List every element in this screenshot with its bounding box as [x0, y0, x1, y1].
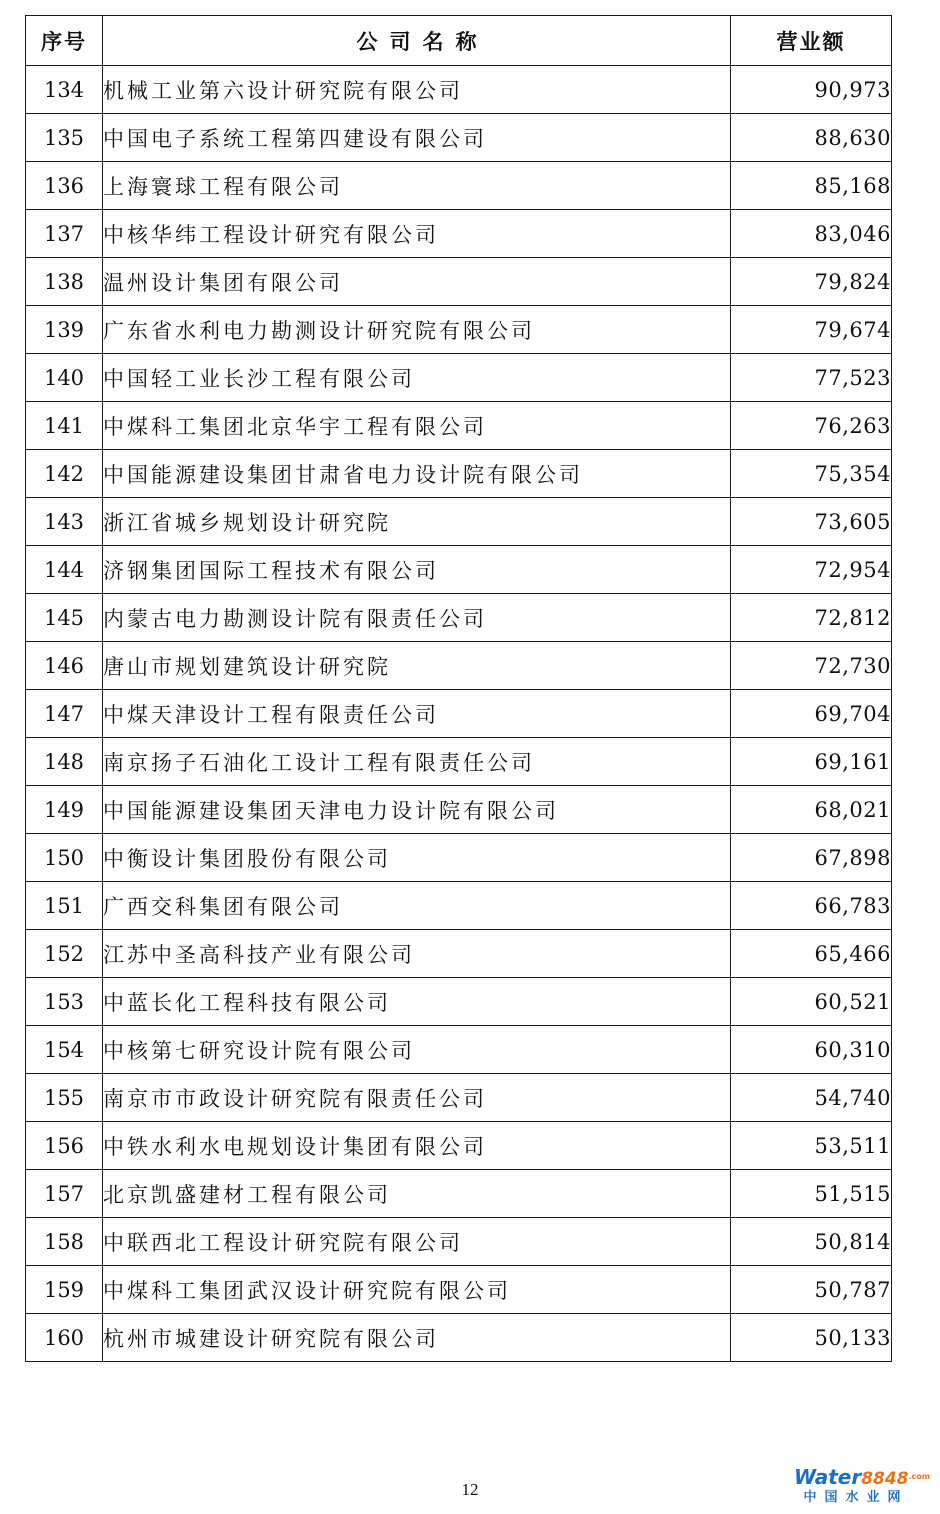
cell-rank: 158 [26, 1218, 103, 1266]
table-row [26, 978, 892, 1026]
cell-rank: 137 [26, 210, 103, 258]
cell-revenue: 83,046 [731, 210, 892, 258]
cell-company-name: 南京市市政设计研究院有限责任公司 [103, 1074, 731, 1122]
cell-rank: 151 [26, 882, 103, 930]
table-row [26, 306, 892, 354]
watermark-brand-suffix: .com [908, 1472, 931, 1481]
table-row [26, 66, 892, 114]
cell-rank: 155 [26, 1074, 103, 1122]
table-row [26, 1074, 892, 1122]
table-body [26, 66, 892, 1362]
cell-rank: 138 [26, 258, 103, 306]
cell-company-name: 中煤科工集团武汉设计研究院有限公司 [103, 1266, 731, 1314]
watermark-brand-number: 8848 [861, 1469, 909, 1489]
cell-revenue: 69,161 [731, 738, 892, 786]
table-row [26, 786, 892, 834]
table-row [26, 834, 892, 882]
cell-rank: 160 [26, 1314, 103, 1362]
cell-company-name: 温州设计集团有限公司 [103, 258, 731, 306]
cell-company-name: 中衡设计集团股份有限公司 [103, 834, 731, 882]
cell-rank: 146 [26, 642, 103, 690]
cell-rank: 134 [26, 66, 103, 114]
cell-revenue: 68,021 [731, 786, 892, 834]
cell-revenue: 77,523 [731, 354, 892, 402]
cell-revenue: 53,511 [731, 1122, 892, 1170]
watermark-brand-word: Water [794, 1465, 862, 1489]
cell-rank: 147 [26, 690, 103, 738]
cell-revenue: 67,898 [731, 834, 892, 882]
table-row [26, 258, 892, 306]
cell-revenue: 79,674 [731, 306, 892, 354]
cell-revenue: 66,783 [731, 882, 892, 930]
cell-revenue: 69,704 [731, 690, 892, 738]
cell-revenue: 51,515 [731, 1170, 892, 1218]
cell-rank: 136 [26, 162, 103, 210]
cell-rank: 156 [26, 1122, 103, 1170]
cell-rank: 153 [26, 978, 103, 1026]
watermark-brand [794, 1465, 931, 1490]
header-company-name: 公司名称 [103, 16, 731, 66]
cell-revenue: 60,521 [731, 978, 892, 1026]
cell-revenue: 90,973 [731, 66, 892, 114]
cell-company-name: 中核第七研究设计院有限公司 [103, 1026, 731, 1074]
cell-rank: 144 [26, 546, 103, 594]
cell-revenue: 50,787 [731, 1266, 892, 1314]
cell-rank: 142 [26, 450, 103, 498]
cell-rank: 140 [26, 354, 103, 402]
cell-company-name: 广东省水利电力勘测设计研究院有限公司 [103, 306, 731, 354]
site-watermark-logo [794, 1465, 931, 1506]
cell-revenue: 60,310 [731, 1026, 892, 1074]
table-row [26, 738, 892, 786]
table-row [26, 1122, 892, 1170]
cell-company-name: 机械工业第六设计研究院有限公司 [103, 66, 731, 114]
cell-company-name: 江苏中圣高科技产业有限公司 [103, 930, 731, 978]
cell-revenue: 50,133 [731, 1314, 892, 1362]
cell-company-name: 中联西北工程设计研究院有限公司 [103, 1218, 731, 1266]
cell-company-name: 中铁水利水电规划设计集团有限公司 [103, 1122, 731, 1170]
cell-rank: 148 [26, 738, 103, 786]
cell-company-name: 中国电子系统工程第四建设有限公司 [103, 114, 731, 162]
cell-revenue: 72,954 [731, 546, 892, 594]
cell-company-name: 中煤科工集团北京华宇工程有限公司 [103, 402, 731, 450]
header-row [26, 16, 892, 66]
cell-revenue: 65,466 [731, 930, 892, 978]
cell-company-name: 中核华纬工程设计研究有限公司 [103, 210, 731, 258]
table-row [26, 1314, 892, 1362]
cell-rank: 149 [26, 786, 103, 834]
cell-company-name: 杭州市城建设计研究院有限公司 [103, 1314, 731, 1362]
cell-revenue: 75,354 [731, 450, 892, 498]
cell-company-name: 中国能源建设集团甘肃省电力设计院有限公司 [103, 450, 731, 498]
cell-revenue: 72,730 [731, 642, 892, 690]
cell-revenue: 73,605 [731, 498, 892, 546]
table-row [26, 402, 892, 450]
cell-rank: 145 [26, 594, 103, 642]
cell-company-name: 中蓝长化工程科技有限公司 [103, 978, 731, 1026]
cell-revenue: 76,263 [731, 402, 892, 450]
table-row [26, 1170, 892, 1218]
table-row [26, 546, 892, 594]
cell-revenue: 50,814 [731, 1218, 892, 1266]
cell-rank: 150 [26, 834, 103, 882]
table-row [26, 642, 892, 690]
cell-revenue: 54,740 [731, 1074, 892, 1122]
revenue-ranking-table [25, 15, 892, 1362]
table-row [26, 1266, 892, 1314]
table-row [26, 1026, 892, 1074]
cell-company-name: 唐山市规划建筑设计研究院 [103, 642, 731, 690]
cell-rank: 143 [26, 498, 103, 546]
table-row [26, 930, 892, 978]
cell-revenue: 79,824 [731, 258, 892, 306]
table-row [26, 450, 892, 498]
table-row [26, 690, 892, 738]
header-rank: 序号 [26, 16, 103, 66]
table-row [26, 114, 892, 162]
table-row [26, 1218, 892, 1266]
cell-company-name: 中国轻工业长沙工程有限公司 [103, 354, 731, 402]
cell-rank: 141 [26, 402, 103, 450]
cell-revenue: 85,168 [731, 162, 892, 210]
cell-company-name: 中煤天津设计工程有限责任公司 [103, 690, 731, 738]
cell-rank: 159 [26, 1266, 103, 1314]
cell-rank: 152 [26, 930, 103, 978]
watermark-site-name: 中国水业网 [803, 1490, 909, 1505]
table-row [26, 354, 892, 402]
table-row [26, 210, 892, 258]
header-revenue: 营业额 [731, 16, 892, 66]
cell-revenue: 88,630 [731, 114, 892, 162]
cell-company-name: 北京凯盛建材工程有限公司 [103, 1170, 731, 1218]
table-row [26, 498, 892, 546]
cell-company-name: 浙江省城乡规划设计研究院 [103, 498, 731, 546]
table-row [26, 882, 892, 930]
page-number: 12 [461, 1480, 479, 1499]
cell-rank: 135 [26, 114, 103, 162]
cell-rank: 154 [26, 1026, 103, 1074]
table-row [26, 594, 892, 642]
table-header [26, 16, 892, 66]
cell-company-name: 内蒙古电力勘测设计院有限责任公司 [103, 594, 731, 642]
cell-company-name: 上海寰球工程有限公司 [103, 162, 731, 210]
cell-rank: 157 [26, 1170, 103, 1218]
cell-company-name: 南京扬子石油化工设计工程有限责任公司 [103, 738, 731, 786]
cell-company-name: 济钢集团国际工程技术有限公司 [103, 546, 731, 594]
table-row [26, 162, 892, 210]
cell-rank: 139 [26, 306, 103, 354]
cell-revenue: 72,812 [731, 594, 892, 642]
cell-company-name: 中国能源建设集团天津电力设计院有限公司 [103, 786, 731, 834]
cell-company-name: 广西交科集团有限公司 [103, 882, 731, 930]
